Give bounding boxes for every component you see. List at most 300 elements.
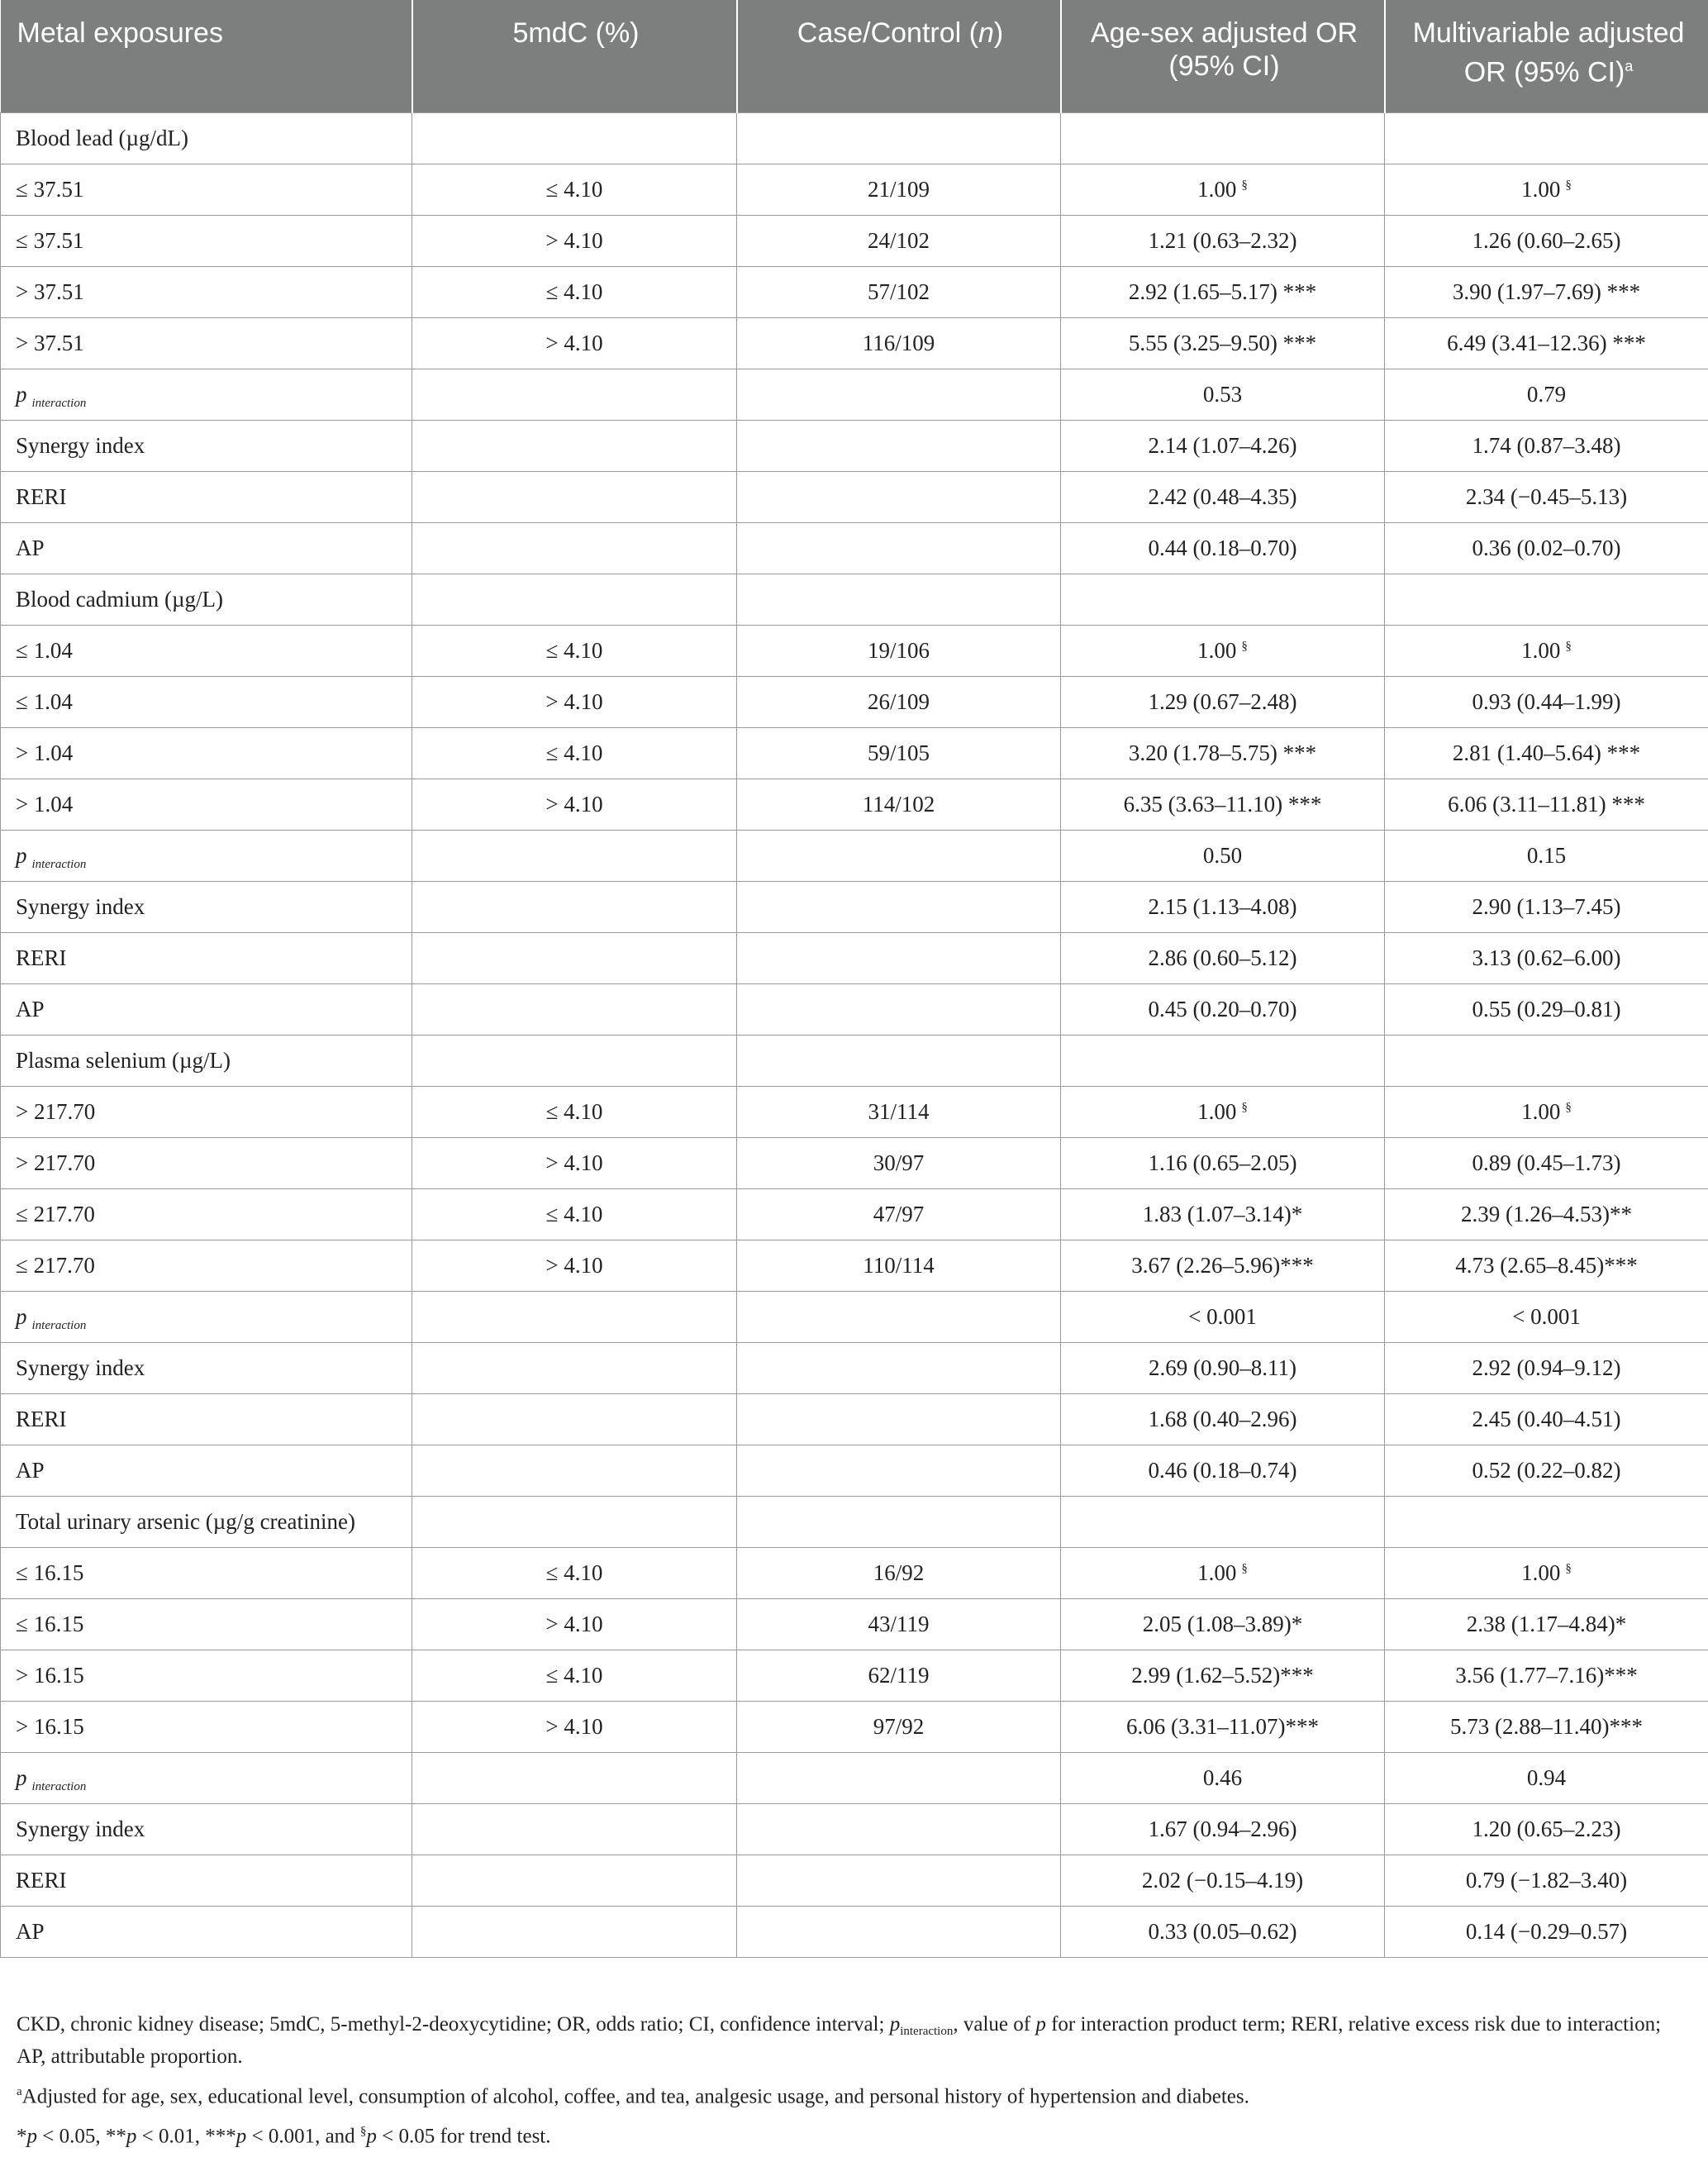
attributable-proportion-age-sex [1061,1906,1385,1957]
section-title [1,1035,412,1086]
mdc-level [412,1240,737,1291]
synergy-index-multivariable [1385,1342,1708,1393]
attributable-proportion-age-sex-text: 0.44 (0.18–0.70) [1149,536,1297,560]
multivariable-or-text: 2.81 (1.40–5.64) *** [1453,740,1640,765]
synergy-index-age-sex-text: 2.15 (1.13–4.08) [1149,894,1297,919]
case-control-count [737,676,1061,727]
exposure-level [1,1086,412,1137]
case-control-count [737,1086,1061,1137]
case-control-count-text: 43/119 [868,1612,930,1636]
p-interaction-label [1,830,412,881]
header-5mdc: 5mdC (%) [412,0,737,112]
exposure-level-text: ≤ 16.15 [16,1612,83,1636]
attributable-proportion-label-text: AP [16,1458,45,1483]
mdc-level [412,1598,737,1650]
footnote-p-symbol-2: p [1035,2013,1046,2036]
case-control-count-text: 26/109 [868,689,930,714]
mdc-level-text: ≤ 4.10 [546,740,603,765]
exposure-level [1,317,412,369]
age-sex-or-trend-marker: § [1241,1562,1248,1575]
header-multivariable-or [1385,0,1708,112]
multivariable-p-interaction-text: 0.79 [1527,382,1566,407]
case-control-count [737,625,1061,676]
table-row [1,1086,1708,1137]
mdc-level-text: ≤ 4.10 [546,638,603,663]
case-control-count [737,317,1061,369]
footnote-significance [17,2117,1694,2151]
section-title-row [1,1496,1708,1547]
section-title [1,574,412,625]
section-title-row [1,1035,1708,1086]
footnote-p-symbol: p [890,2013,901,2036]
exposure-level-text: > 217.70 [16,1150,95,1175]
age-sex-p-interaction [1061,1291,1385,1342]
mdc-level-text: > 4.10 [545,1714,602,1739]
reri-multivariable [1385,471,1708,522]
synergy-index-multivariable [1385,420,1708,471]
case-control-count-text: 97/92 [873,1714,925,1739]
case-control-count-text: 116/109 [863,331,935,355]
multivariable-or-trend-marker: § [1565,179,1572,192]
attributable-proportion-multivariable [1385,983,1708,1035]
age-sex-or-text: 5.55 (3.25–9.50) *** [1129,331,1316,355]
age-sex-or-text: 6.35 (3.63–11.10) *** [1124,792,1322,817]
attributable-proportion-label-text: AP [16,997,45,1021]
empty-cell [412,420,737,471]
empty-cell [737,932,1061,983]
age-sex-or [1061,1240,1385,1291]
case-control-count-text: 16/92 [873,1560,925,1585]
table-row [1,779,1708,830]
age-sex-or-text: 1.83 (1.07–3.14)* [1143,1202,1302,1226]
attributable-proportion-row [1,1445,1708,1496]
empty-cell [737,983,1061,1035]
case-control-count-text: 110/114 [863,1253,935,1278]
attributable-proportion-age-sex-text: 0.46 (0.18–0.74) [1149,1458,1297,1483]
synergy-index-row [1,881,1708,932]
exposure-level [1,266,412,317]
exposure-level [1,1650,412,1701]
table-row [1,1598,1708,1650]
attributable-proportion-label [1,983,412,1035]
mdc-level-text: ≤ 4.10 [546,1663,603,1688]
synergy-index-label [1,420,412,471]
synergy-index-label-text: Synergy index [16,894,145,919]
header-multivariable-sup: a [1625,58,1633,74]
multivariable-or-text: 4.73 (2.65–8.45)*** [1455,1253,1637,1278]
empty-cell [737,1035,1061,1086]
footnote-p-subscript: interaction [900,2025,953,2038]
case-control-count-text: 19/106 [868,638,930,663]
empty-cell [412,1803,737,1855]
age-sex-or-text: 1.00 [1197,1560,1236,1585]
footnote-a [17,2077,1694,2112]
attributable-proportion-age-sex [1061,1445,1385,1496]
empty-cell [737,1752,1061,1803]
multivariable-p-interaction-text: 0.94 [1527,1765,1566,1790]
age-sex-or-text: 3.20 (1.78–5.75) *** [1129,740,1316,765]
age-sex-or-text: 1.00 [1197,177,1236,202]
age-sex-or-trend-marker: § [1241,179,1248,192]
header-metal-exposures: Metal exposures [1,0,412,112]
reri-age-sex-text: 1.68 (0.40–2.96) [1149,1407,1297,1431]
empty-cell [412,1342,737,1393]
footnote-sig-text-2: < 0.05, ** [37,2126,126,2148]
header-case-control-close: ) [994,17,1003,49]
age-sex-or-text: 1.00 [1197,1099,1236,1124]
case-control-count-text: 62/119 [868,1663,930,1688]
reri-age-sex-text: 2.86 (0.60–5.12) [1149,945,1297,970]
p-subscript: interaction [32,397,87,410]
empty-cell [412,369,737,420]
synergy-index-multivariable [1385,881,1708,932]
mdc-level-text: > 4.10 [545,228,602,253]
multivariable-or-text: 0.93 (0.44–1.99) [1472,689,1621,714]
reri-multivariable [1385,932,1708,983]
empty-cell [412,1752,737,1803]
reri-age-sex [1061,471,1385,522]
empty-cell [737,1445,1061,1496]
attributable-proportion-multivariable [1385,522,1708,574]
footnote-sig-trend-marker: § [360,2125,367,2138]
exposure-level [1,625,412,676]
empty-cell [1385,574,1708,625]
attributable-proportion-age-sex-text: 0.45 (0.20–0.70) [1149,997,1297,1021]
case-control-count [737,1650,1061,1701]
exposure-level-text: ≤ 217.70 [16,1202,95,1226]
footnote-sig-text-1: * [17,2126,27,2148]
attributable-proportion-age-sex [1061,983,1385,1035]
age-sex-or [1061,625,1385,676]
p-interaction-label [1,369,412,420]
table-row [1,1701,1708,1752]
multivariable-or [1385,1240,1708,1291]
mdc-level [412,1137,737,1188]
table-row [1,317,1708,369]
age-sex-or [1061,1598,1385,1650]
mdc-level [412,1650,737,1701]
empty-cell [737,522,1061,574]
mdc-level [412,1547,737,1598]
empty-cell [737,369,1061,420]
case-control-count [737,1240,1061,1291]
empty-cell [737,1906,1061,1957]
mdc-level-text: > 4.10 [545,331,602,355]
synergy-index-row [1,1803,1708,1855]
table-row [1,1650,1708,1701]
section-title-text: Blood lead (µg/dL) [16,126,188,150]
age-sex-p-interaction-text: 0.53 [1203,382,1242,407]
mdc-level [412,215,737,266]
exposure-level-text: ≤ 37.51 [16,177,83,202]
mdc-level [412,266,737,317]
section-title-text: Total urinary arsenic (µg/g creatinine) [16,1509,355,1534]
multivariable-or-text: 1.26 (0.60–2.65) [1472,228,1621,253]
multivariable-or-text: 2.38 (1.17–4.84)* [1467,1612,1626,1636]
p-symbol: p [16,1765,27,1790]
empty-cell [412,1445,737,1496]
table-row [1,676,1708,727]
multivariable-or [1385,1650,1708,1701]
table-body [1,112,1708,1957]
age-sex-or [1061,727,1385,779]
empty-cell [737,471,1061,522]
case-control-count [737,779,1061,830]
age-sex-or-text: 1.00 [1197,638,1236,663]
footnote-abbrev-text-2: , value of [953,2013,1035,2036]
p-subscript: interaction [32,858,87,871]
age-sex-or [1061,317,1385,369]
synergy-index-age-sex [1061,1342,1385,1393]
reri-label-text: RERI [16,1407,67,1431]
table-row [1,625,1708,676]
synergy-index-label [1,1342,412,1393]
multivariable-or [1385,1137,1708,1188]
reri-multivariable [1385,1855,1708,1906]
table-header [1,0,1708,112]
empty-cell [1061,1035,1385,1086]
case-control-count-text: 47/97 [873,1202,925,1226]
mdc-level-text: > 4.10 [545,1612,602,1636]
exposure-level-text: ≤ 1.04 [16,689,73,714]
age-sex-or [1061,1701,1385,1752]
mdc-level-text: ≤ 4.10 [546,279,603,304]
multivariable-or [1385,1086,1708,1137]
empty-cell [737,112,1061,164]
reri-row [1,932,1708,983]
table-row [1,1188,1708,1240]
mdc-level [412,676,737,727]
multivariable-or [1385,625,1708,676]
footnote-sig-p4: p [366,2126,377,2148]
synergy-index-age-sex [1061,1803,1385,1855]
synergy-index-label [1,1803,412,1855]
mdc-level [412,164,737,215]
multivariable-or-trend-marker: § [1565,640,1572,653]
multivariable-or-trend-marker: § [1565,1101,1572,1114]
p-subscript: interaction [32,1780,87,1793]
synergy-index-multivariable [1385,1803,1708,1855]
multivariable-or-text: 5.73 (2.88–11.40)*** [1450,1714,1643,1739]
mdc-level-text: ≤ 4.10 [546,177,603,202]
p-interaction-row [1,1752,1708,1803]
multivariable-or-text: 3.56 (1.77–7.16)*** [1455,1663,1637,1688]
synergy-index-label-text: Synergy index [16,433,145,458]
footnote-a-marker: a [17,2085,22,2098]
empty-cell [737,881,1061,932]
p-interaction-row [1,369,1708,420]
section-title [1,1496,412,1547]
attributable-proportion-row [1,1906,1708,1957]
multivariable-or-text: 0.89 (0.45–1.73) [1472,1150,1621,1175]
synergy-index-age-sex-text: 2.14 (1.07–4.26) [1149,433,1297,458]
reri-multivariable [1385,1393,1708,1445]
mdc-level-text: > 4.10 [545,1253,602,1278]
age-sex-or [1061,1137,1385,1188]
p-symbol: p [16,843,27,868]
mdc-level-text: ≤ 4.10 [546,1202,603,1226]
age-sex-or [1061,215,1385,266]
empty-cell [1385,112,1708,164]
empty-cell [1061,1496,1385,1547]
table-row [1,164,1708,215]
exposure-level [1,676,412,727]
empty-cell [737,1393,1061,1445]
empty-cell [412,112,737,164]
exposure-level [1,1240,412,1291]
empty-cell [1385,1035,1708,1086]
table-row [1,215,1708,266]
empty-cell [412,830,737,881]
reri-age-sex [1061,1393,1385,1445]
exposure-level-text: > 1.04 [16,740,73,765]
reri-age-sex [1061,932,1385,983]
empty-cell [737,1496,1061,1547]
table-row [1,1137,1708,1188]
section-title-row [1,574,1708,625]
exposure-level-text: > 217.70 [16,1099,95,1124]
case-control-count [737,164,1061,215]
synergy-index-age-sex [1061,881,1385,932]
attributable-proportion-multivariable-text: 0.52 (0.22–0.82) [1472,1458,1621,1483]
age-sex-or [1061,1547,1385,1598]
empty-cell [412,471,737,522]
multivariable-or [1385,1547,1708,1598]
synergy-index-multivariable-text: 1.20 (0.65–2.23) [1472,1817,1621,1841]
multivariable-or-text: 1.00 [1521,1560,1560,1585]
p-interaction-row [1,1291,1708,1342]
case-control-count [737,266,1061,317]
case-control-count [737,1547,1061,1598]
reri-multivariable-text: 3.13 (0.62–6.00) [1472,945,1621,970]
table-row [1,1547,1708,1598]
footnote-sig-text-3: < 0.01, *** [136,2126,236,2148]
empty-cell [412,1291,737,1342]
reri-multivariable-text: 2.45 (0.40–4.51) [1472,1407,1621,1431]
age-sex-or [1061,266,1385,317]
multivariable-or [1385,1701,1708,1752]
multivariable-or-text: 6.49 (3.41–12.36) *** [1447,331,1646,355]
synergy-index-multivariable-text: 2.92 (0.94–9.12) [1472,1355,1621,1380]
age-sex-p-interaction-text: 0.46 [1203,1765,1242,1790]
attributable-proportion-label [1,522,412,574]
table-row [1,266,1708,317]
empty-cell [412,932,737,983]
multivariable-p-interaction [1385,1752,1708,1803]
reri-label [1,932,412,983]
empty-cell [412,1035,737,1086]
reri-age-sex [1061,1855,1385,1906]
table-row [1,727,1708,779]
attributable-proportion-multivariable [1385,1445,1708,1496]
footnote-a-text: Adjusted for age, sex, educational level, consumption of alcohol, coffee, and tea, analgesic usage, and personal history of hypertension and diabetes. [22,2085,1249,2107]
exposure-level [1,1137,412,1188]
age-sex-or [1061,164,1385,215]
section-title-text: Blood cadmium (µg/L) [16,587,223,612]
multivariable-or [1385,1188,1708,1240]
mdc-level [412,625,737,676]
empty-cell [737,574,1061,625]
age-sex-or-trend-marker: § [1241,640,1248,653]
case-control-count [737,727,1061,779]
empty-cell [412,1855,737,1906]
attributable-proportion-multivariable-text: 0.55 (0.29–0.81) [1472,997,1621,1021]
p-interaction-label [1,1752,412,1803]
case-control-count-text: 57/102 [868,279,930,304]
attributable-proportion-label-text: AP [16,536,45,560]
attributable-proportion-multivariable-text: 0.14 (−0.29–0.57) [1466,1919,1627,1944]
synergy-index-label-text: Synergy index [16,1817,145,1841]
reri-label-text: RERI [16,945,67,970]
exposure-level [1,215,412,266]
empty-cell [737,1291,1061,1342]
p-symbol: p [16,1304,27,1329]
mdc-level-text: > 4.10 [545,1150,602,1175]
age-sex-p-interaction [1061,1752,1385,1803]
table-row [1,1240,1708,1291]
empty-cell [412,1906,737,1957]
synergy-index-age-sex [1061,420,1385,471]
exposure-level-text: > 37.51 [16,279,84,304]
section-title-row [1,112,1708,164]
header-case-control-text: Case/Control ( [797,17,978,49]
case-control-count-text: 59/105 [868,740,930,765]
multivariable-or [1385,215,1708,266]
exposure-level-text: > 16.15 [16,1714,84,1739]
case-control-count-text: 31/114 [868,1099,930,1124]
multivariable-or [1385,164,1708,215]
age-sex-or-text: 1.29 (0.67–2.48) [1149,689,1297,714]
synergy-index-age-sex-text: 1.67 (0.94–2.96) [1149,1817,1297,1841]
attributable-proportion-multivariable-text: 0.36 (0.02–0.70) [1472,536,1621,560]
multivariable-or [1385,1598,1708,1650]
synergy-index-label [1,881,412,932]
mdc-level [412,317,737,369]
reri-row [1,1393,1708,1445]
exposure-level [1,1701,412,1752]
empty-cell [737,830,1061,881]
case-control-count-text: 30/97 [873,1150,925,1175]
exposure-level-text: ≤ 16.15 [16,1560,83,1585]
attributable-proportion-label [1,1445,412,1496]
age-sex-or-text: 6.06 (3.31–11.07)*** [1126,1714,1319,1739]
empty-cell [737,420,1061,471]
case-control-count [737,215,1061,266]
exposure-level [1,727,412,779]
section-title [1,112,412,164]
multivariable-or-trend-marker: § [1565,1562,1572,1575]
p-interaction-row [1,830,1708,881]
mdc-level-text: ≤ 4.10 [546,1099,603,1124]
exposure-level-text: > 1.04 [16,792,73,817]
empty-cell [412,1496,737,1547]
case-control-count [737,1188,1061,1240]
footnote-sig-p3: p [236,2126,247,2148]
exposure-level-text: > 37.51 [16,331,84,355]
case-control-count-text: 24/102 [868,228,930,253]
multivariable-or [1385,317,1708,369]
footnote-sig-p1: p [27,2126,38,2148]
synergy-index-multivariable-text: 1.74 (0.87–3.48) [1472,433,1621,458]
mdc-level [412,779,737,830]
attributable-proportion-age-sex [1061,522,1385,574]
synergy-index-label-text: Synergy index [16,1355,145,1380]
multivariable-or [1385,676,1708,727]
age-sex-p-interaction [1061,369,1385,420]
empty-cell [737,1342,1061,1393]
age-sex-or-text: 2.92 (1.65–5.17) *** [1129,279,1316,304]
empty-cell [412,1393,737,1445]
